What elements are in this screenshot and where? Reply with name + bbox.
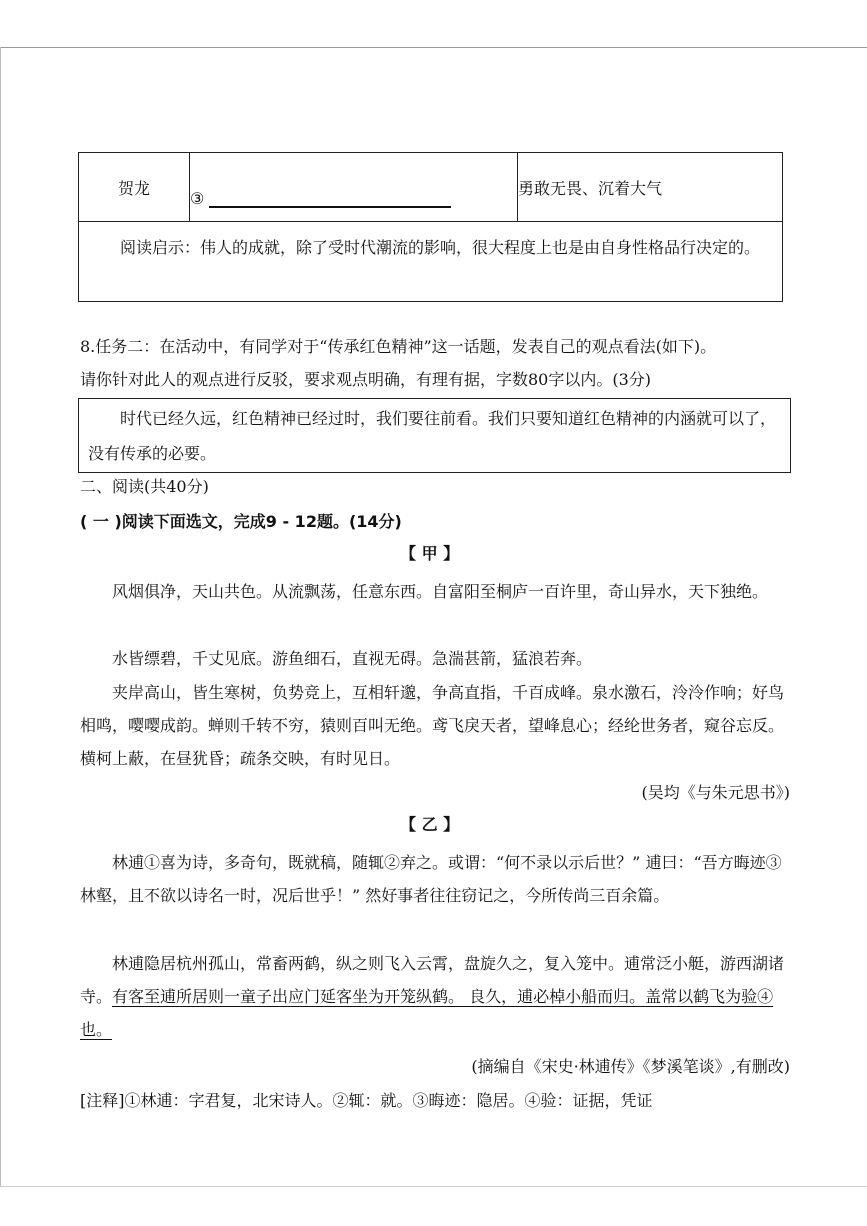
answer-blank-line[interactable] [209, 206, 451, 208]
passage-yi-source: (摘编自《宋史·林逋传》《梦溪笔谈》,有删改) [471, 1057, 790, 1076]
passage-jia-paragraph: 水皆缥碧，千丈见底。游鱼细石，直视无碍。急湍甚箭，猛浪若奔。 [112, 649, 593, 668]
task2-prompt-line1: 8.任务二：在活动中，有同学对于“传承红色精神”这一话题，发表自己的观点看法(如下)。 [80, 337, 717, 356]
passage-yi-paragraph: 林逋①喜为诗，多奇句，既就稿，随辄②弃之。或谓：“何不录以示后世？” 逋曰：“吾方晦迹③林壑，且不欲以诗名一时，况后世乎！” 然好事者往往窃记之，今所传尚三百余篇。 [80, 853, 782, 905]
page-left-rule [0, 47, 1, 1187]
passage-jia-paragraph: 风烟俱净，天山共色。从流飘荡，任意东西。自富阳至桐庐一百许里，奇山异水，天下独绝。 [112, 582, 769, 601]
section-subheading: ( 一 )阅读下面选文，完成9 - 12题。(14分) [80, 512, 402, 531]
answer-cell [189, 153, 518, 221]
trait-cell: 勇敢无畏、沉着大气 [518, 178, 663, 198]
name-cell: 贺龙 [79, 153, 190, 221]
passage-jia-title: 【 甲 】 [400, 544, 460, 563]
annotation-notes: [注释]①林逋：字君复，北宋诗人。②辄：就。③晦迹：隐居。④验：证据，凭证 [80, 1091, 653, 1110]
table-row [79, 153, 782, 222]
page-bottom-rule [0, 1186, 867, 1187]
underlined-sentence: 有客至逋所居则一童子出应门延客坐为开笼纵鹤。 良久，逋必棹小船而归。盖常以鹤飞为验④也。 [80, 987, 774, 1039]
passage-yi-text: 林逋隐居杭州孤山，常畜两鹤，纵之则飞入云霄，盘旋久之，复入笼中。逋常泛小艇，游西湖诸寺。 [80, 954, 785, 1006]
passage-jia-source: (吴均《与朱元思书》) [641, 783, 790, 802]
passage-yi-title: 【 乙 】 [400, 815, 460, 834]
task2-quote-box: 时代已经久远，红色精神已经过时，我们要往前看。我们只要知道红色精神的内涵就可以了，没有传承的必要。 [78, 398, 791, 473]
character-table [78, 152, 783, 302]
task2-prompt-line2: 请你针对此人的观点进行反驳，要求观点明确，有理有据，字数80字以内。(3分) [80, 370, 652, 389]
passage-yi-paragraph [80, 947, 792, 1046]
section-heading: 二、阅读(共40分) [80, 477, 209, 496]
passage-jia-paragraph: 夹岸高山，皆生寒树，负势竞上，互相轩邈，争高直指，千百成峰。泉水激石，泠泠作响；好鸟相鸣，嘤嘤成韵。蝉则千转不穷，猿则百叫无绝。鸢飞戾天者，望峰息心；经纶世务者，窥谷忘反。横柯上蔽，在昼犹昏；疏条交映，有时见日。 [80, 683, 785, 768]
circled-number: ③ [190, 189, 205, 208]
reading-insight: 阅读启示：伟人的成就，除了受时代潮流的影响，很大程度上也是由自身性格品行决定的。 [120, 238, 761, 257]
page-top-rule [0, 47, 867, 48]
